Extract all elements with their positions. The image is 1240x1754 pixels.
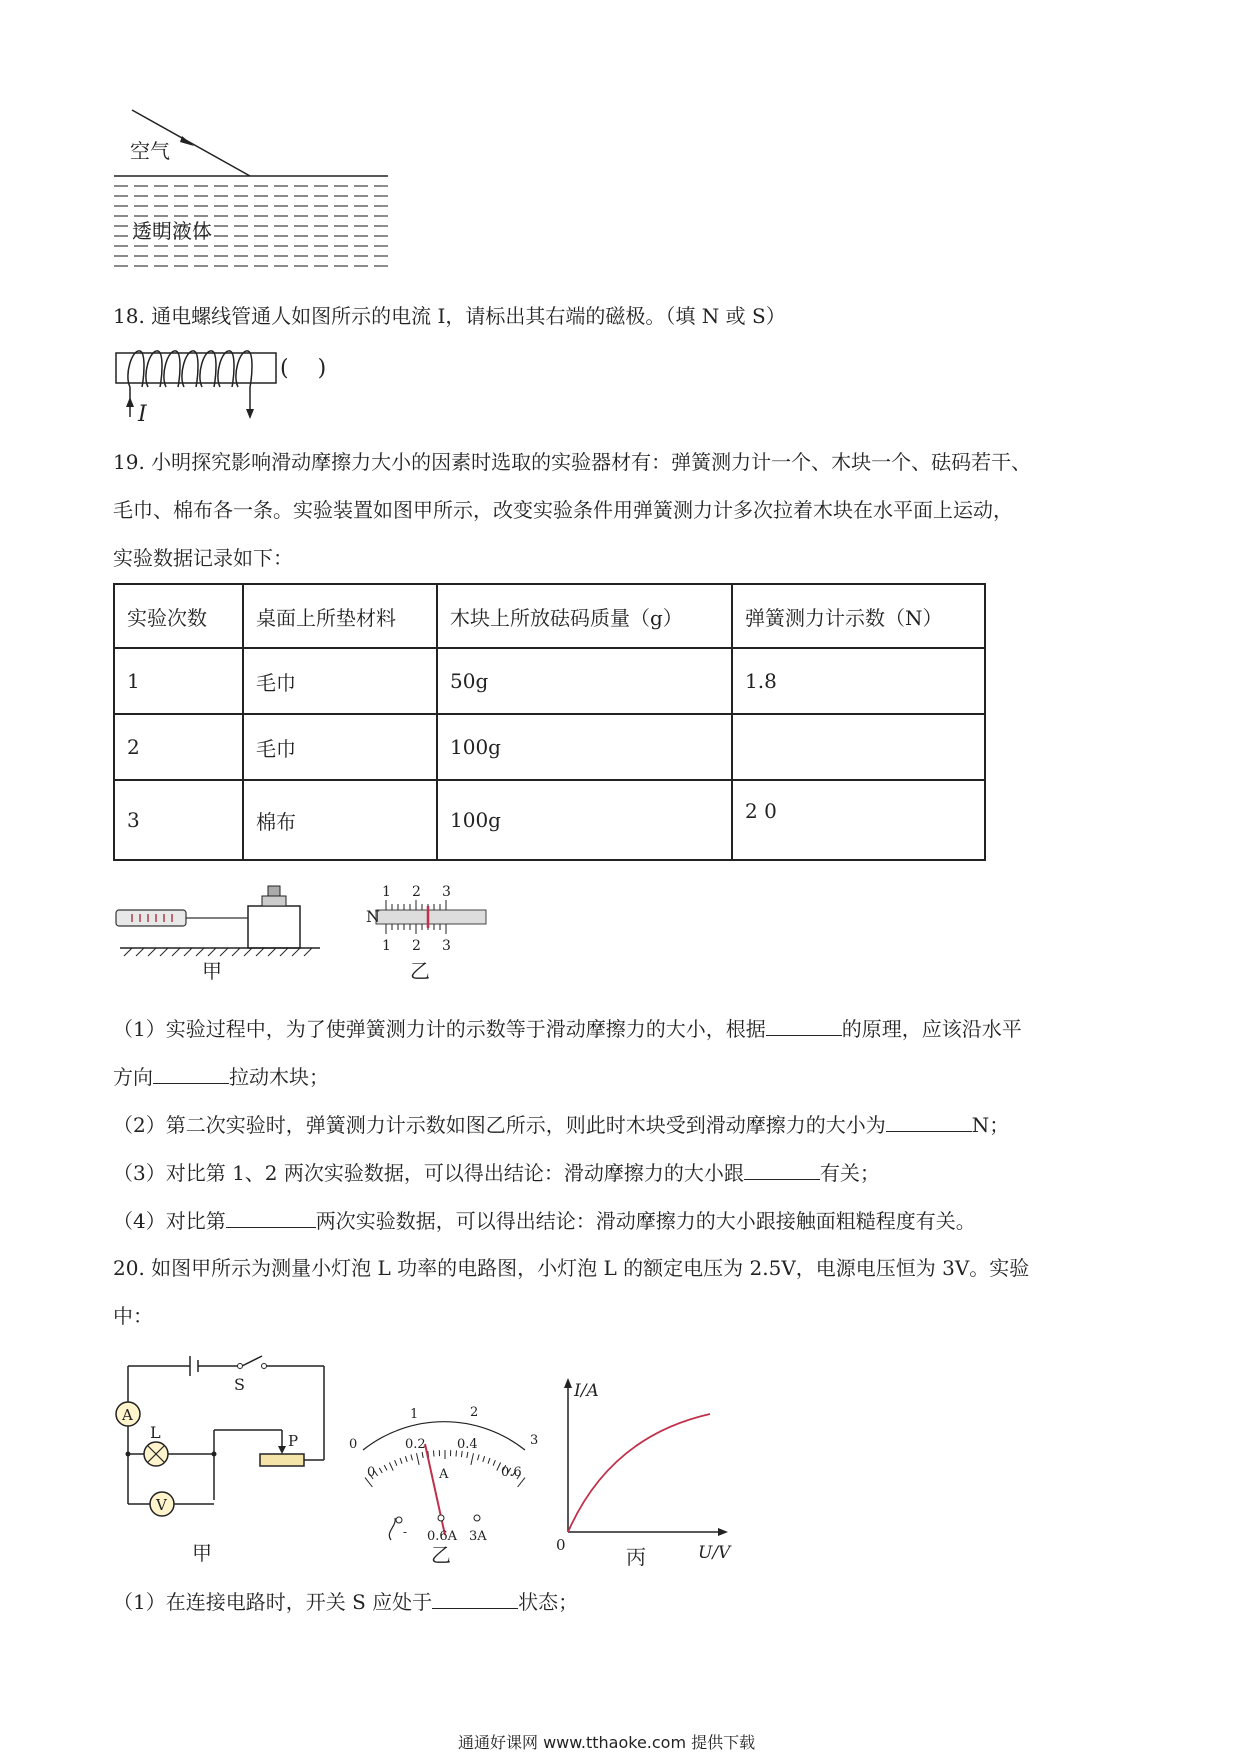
table-row bbox=[114, 714, 985, 780]
dial-top-label: 0 bbox=[349, 1437, 358, 1452]
lamp-label: L bbox=[150, 1423, 161, 1442]
q20-line2: 中： bbox=[113, 1304, 153, 1328]
table-cell: 毛巾 bbox=[243, 648, 437, 714]
coil-turns bbox=[128, 351, 252, 387]
scale-tick-label: 1 bbox=[382, 884, 391, 900]
dial-bottom-label: 0 bbox=[367, 1465, 376, 1480]
table-header-cell: 实验次数 bbox=[114, 584, 243, 648]
dial-tick bbox=[405, 1456, 407, 1462]
x-axis-label: U/V bbox=[698, 1543, 731, 1563]
dial-tick bbox=[422, 1452, 423, 1458]
q19-sub1-line1: （1）实验过程中，为了使弹簧测力计的示数等于滑动摩擦力的大小，根据 的原理，应该沿水平 bbox=[113, 1017, 1022, 1041]
switch-blade bbox=[242, 1356, 262, 1366]
fig-yi-label: 乙 bbox=[410, 959, 430, 983]
dial-tick bbox=[467, 1452, 468, 1458]
table-cell: 3 bbox=[114, 780, 243, 860]
table-cell: 2 bbox=[114, 714, 243, 780]
origin-label: 0 bbox=[556, 1536, 566, 1554]
table-cell: 2 0 bbox=[732, 780, 985, 860]
iu-graph-figure bbox=[550, 1372, 750, 1567]
q19-line1: 19. 小明探究影响滑动摩擦力大小的因素时选取的实验器材有：弹簧测力计一个、木块一个、砝码若干、 bbox=[113, 450, 1032, 474]
q18-text: 18. 通电螺线管通人如图所示的电流 I，请标出其右端的磁极。（填 N 或 S） bbox=[113, 304, 786, 328]
q19-sub3: （3）对比第 1、2 两次实验数据，可以得出结论：滑动摩擦力的大小跟 有关； bbox=[113, 1161, 880, 1185]
q20-line1: 20. 如图甲所示为测量小灯泡 L 功率的电路图，小灯泡 L 的额定电压为 2.5V，电源电压恒为 3V。实验 bbox=[113, 1256, 1030, 1280]
table-cell: 1 bbox=[114, 648, 243, 714]
dial-top-label: 2 bbox=[470, 1405, 479, 1420]
table-cell: 100g bbox=[437, 780, 732, 860]
answer-blank[interactable] bbox=[766, 1015, 842, 1036]
weight-top bbox=[268, 886, 280, 896]
answer-blank[interactable] bbox=[153, 1063, 229, 1084]
table-header-row bbox=[114, 584, 985, 648]
graph-caption: 丙 bbox=[626, 1545, 646, 1567]
table-row bbox=[114, 648, 985, 714]
current-in-arrow bbox=[126, 397, 134, 407]
weight-base bbox=[262, 896, 286, 906]
answer-blank[interactable] bbox=[744, 1159, 820, 1180]
dial-tick bbox=[400, 1458, 402, 1464]
pole-answer-bracket[interactable]: ( ) bbox=[280, 356, 327, 381]
q19-line3: 实验数据记录如下： bbox=[113, 546, 293, 570]
switch-label: S bbox=[234, 1375, 245, 1394]
refraction-figure bbox=[110, 100, 400, 280]
y-axis-label: I/A bbox=[574, 1381, 599, 1401]
dial-tick bbox=[493, 1460, 495, 1466]
dial-unit: A bbox=[439, 1467, 449, 1482]
dial-tick bbox=[389, 1463, 393, 1471]
dial-bottom-label: 0.2 bbox=[405, 1437, 426, 1452]
scale-reading-figure bbox=[360, 866, 490, 986]
scale-tick-label: 1 bbox=[382, 938, 391, 954]
scale-tick-label: 3 bbox=[442, 884, 451, 900]
circuit-caption: 甲 bbox=[192, 1541, 212, 1565]
rheostat bbox=[260, 1454, 304, 1466]
dial-tick bbox=[384, 1465, 387, 1470]
table-cell: 50g bbox=[437, 648, 732, 714]
rheostat-slider-label: P bbox=[288, 1432, 299, 1450]
scale-tick-label: 3 bbox=[442, 938, 451, 954]
experiment-table bbox=[113, 583, 986, 861]
table-cell: 毛巾 bbox=[243, 714, 437, 780]
ray-arrow-head bbox=[180, 136, 194, 146]
scale-body bbox=[376, 910, 486, 924]
dial-tick bbox=[478, 1455, 480, 1461]
dial-tick bbox=[461, 1451, 462, 1457]
dial-tick bbox=[417, 1453, 420, 1465]
liquid-label: 透明液体 bbox=[132, 219, 212, 243]
dial-bottom-label: 0.6 bbox=[501, 1465, 522, 1480]
dial-tick bbox=[434, 1451, 435, 1457]
friction-setup-figure bbox=[110, 866, 330, 986]
dial-top-label: 1 bbox=[410, 1407, 419, 1422]
scale-unit-n: N bbox=[366, 907, 380, 926]
answer-blank[interactable] bbox=[226, 1207, 316, 1228]
iu-curve bbox=[568, 1414, 710, 1532]
dial-top-label: 3 bbox=[530, 1433, 539, 1448]
page-footer: 通通好课网 www.tthaoke.com 提供下载 bbox=[458, 1733, 756, 1752]
answer-blank[interactable] bbox=[432, 1588, 518, 1609]
spring-scale bbox=[116, 910, 186, 926]
terminal-label: 0.6A bbox=[427, 1529, 458, 1544]
voltmeter-label: V bbox=[156, 1496, 167, 1514]
ammeter-dial-figure bbox=[345, 1390, 545, 1565]
dial-tick bbox=[379, 1468, 382, 1473]
q20-sub1: （1）在连接电路时，开关 S 应处于 状态； bbox=[113, 1590, 579, 1614]
q19-sub4: （4）对比第 两次实验数据，可以得出结论：滑动摩擦力的大小跟接触面粗糙程度有关。 bbox=[113, 1209, 976, 1233]
table-cell: 1.8 bbox=[732, 648, 985, 714]
dial-bottom-label: 0.4 bbox=[457, 1437, 478, 1452]
terminal-label: 3A bbox=[469, 1529, 487, 1544]
q19-sub1-line2: 方向 拉动木块； bbox=[113, 1065, 329, 1089]
dial-tick bbox=[488, 1458, 490, 1464]
dial-tick bbox=[471, 1453, 474, 1465]
scale-tick-label: 2 bbox=[412, 884, 421, 900]
ammeter-label: A bbox=[122, 1406, 133, 1424]
current-label: I bbox=[138, 402, 147, 425]
fig-jia-label: 甲 bbox=[202, 959, 222, 983]
dial-tick bbox=[411, 1455, 413, 1461]
table-header-cell: 木块上所放砝码质量（g） bbox=[437, 584, 732, 648]
table-cell: 棉布 bbox=[243, 780, 437, 860]
current-out-arrow bbox=[246, 409, 254, 419]
dial-tick bbox=[483, 1456, 485, 1462]
table-header-cell: 弹簧测力计示数（N） bbox=[732, 584, 985, 648]
minus-terminal-label: - bbox=[403, 1525, 408, 1539]
scale-tick-label: 2 bbox=[412, 938, 421, 954]
wood-block bbox=[248, 906, 300, 948]
dial-arc-outer bbox=[363, 1422, 525, 1450]
answer-blank[interactable] bbox=[886, 1111, 972, 1132]
table-cell: 100g bbox=[437, 714, 732, 780]
slider-arrow bbox=[278, 1446, 286, 1454]
q19-line2: 毛巾、棉布各一条。实验装置如图甲所示，改变实验条件用弹簧测力计多次拉着木块在水平面上运动， bbox=[113, 498, 1013, 522]
air-label: 空气 bbox=[130, 139, 170, 163]
table-cell bbox=[732, 714, 985, 780]
circuit-diagram bbox=[110, 1350, 340, 1565]
table-header-cell: 桌面上所垫材料 bbox=[243, 584, 437, 648]
q19-sub2: （2）第二次实验时，弹簧测力计示数如图乙所示，则此时木块受到滑动摩擦力的大小为 N； bbox=[113, 1113, 1010, 1137]
table-row bbox=[114, 780, 985, 860]
dial-tick bbox=[395, 1460, 397, 1466]
dial-caption: 乙 bbox=[431, 1543, 451, 1565]
